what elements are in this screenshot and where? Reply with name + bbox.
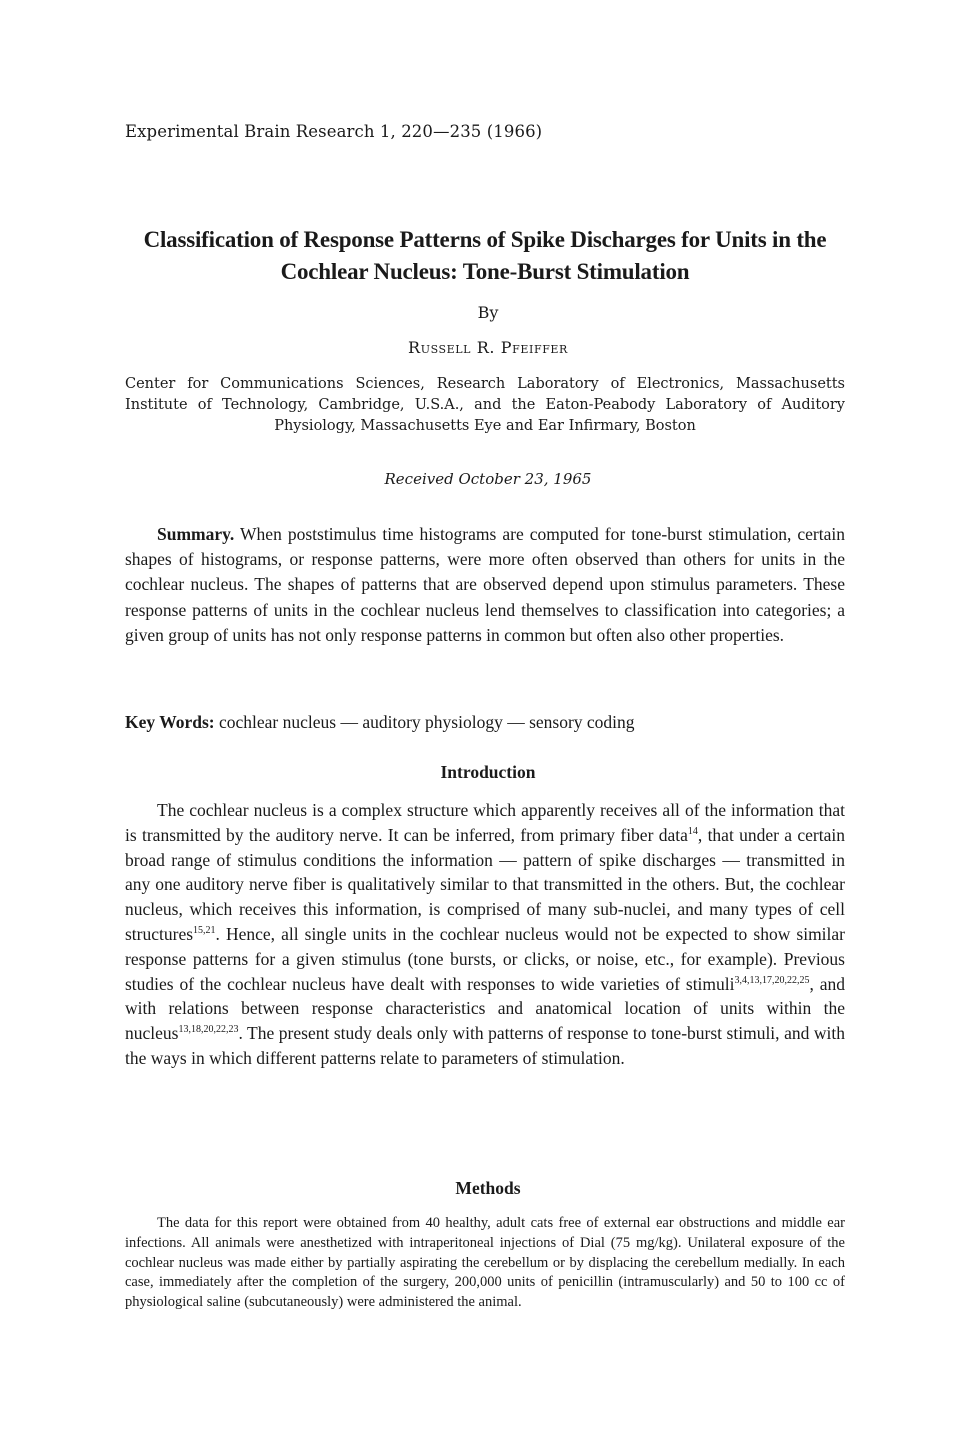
key-words <box>125 712 845 733</box>
intro-text-1: The cochlear nucleus is a complex structure which apparently receives all of the information that is transmitted by the auditory nerve. It can be inferred, from primary fiber data <box>125 800 845 845</box>
introduction-heading: Introduction <box>440 762 536 782</box>
intro-text-4: , and with relations between response characteristics and anatomical location of units within the nucleus <box>125 973 845 1044</box>
author-name: Russell R. Pfeiffer <box>408 338 568 357</box>
key-words-label: Key Words: <box>125 712 215 732</box>
summary-text: When poststimulus time histograms are computed for tone-burst stimulation, certain shapes of histograms, or response patterns, were more often observed than others for units in the cochlear nucleus. The shapes of patterns that are observed depend upon stimulus parameters. These response patterns of units in the cochlear nucleus lend themselves to classification into categories; a given group of units has not only response patterns in common but often also other properties. <box>125 524 845 645</box>
received-date: Received October 23, 1965 <box>384 470 592 488</box>
methods-heading: Methods <box>455 1178 521 1198</box>
reference-marker: 14 <box>687 825 698 837</box>
intro-text-3: . Hence, all single units in the cochlear nucleus would not be expected to show similar response patterns for a given stimulus (tone bursts, or clicks, or noise, etc., for example). Previous studies of the cochlear nucleus have dealt with responses to wide varieties of stimuli <box>125 923 845 994</box>
by-line: By <box>477 303 499 322</box>
methods-paragraph: The data for this report were obtained from 40 healthy, adult cats free of external ear obstructions and middle ear infections. All animals were anesthetized with intraperitoneal injections of Dial (75 mg/kg). Unilateral exposure of the cochlear nucleus was made either by partially aspirating the cerebellum or by displacing the cerebellum medially. In each case, immediately after the completion of the surgery, 200,000 units of penicillin (intramuscularly) and 50 to 100 cc of physiological saline (subcutaneously) were administered the animal. <box>125 1215 845 1311</box>
reference-marker: 15,21 <box>193 924 216 936</box>
paper-title: Classification of Response Patterns of Spike Discharges for Units in the Cochlear Nucleus: Tone-Burst Stimulation <box>143 227 827 284</box>
introduction-paragraph <box>125 798 845 1071</box>
journal-citation: Experimental Brain Research 1, 220—235 (1966) <box>125 122 543 141</box>
intro-text-2: , that under a certain broad range of stimulus conditions the information — pattern of spike discharges — transmitted in any one auditory nerve fiber is qualitatively similar to that transmitted in the others. But, the cochlear nucleus, which receives this information, is comprised of many sub-nuclei, and many types of cell structures <box>125 824 845 944</box>
intro-text-5: . The present study deals only with patterns of response to tone-burst stimuli, and with the ways in which different patterns relate to parameters of stimulation. <box>125 1023 845 1068</box>
reference-marker: 13,18,20,22,23 <box>178 1024 239 1036</box>
summary-paragraph <box>125 522 845 648</box>
author-affiliation: Center for Communications Sciences, Research Laboratory of Electronics, Massachusetts Institute of Technology, Cambridge, U.S.A., and the Eaton-Peabody Laboratory of Auditory Physiology, Massachusetts Eye and Ear Infirmary, Boston <box>125 376 845 434</box>
key-words-text: cochlear nucleus — auditory physiology — sensory coding <box>214 712 635 732</box>
summary-label: Summary. <box>157 524 235 544</box>
reference-marker: 3,4,13,17,20,22,25 <box>734 974 810 986</box>
